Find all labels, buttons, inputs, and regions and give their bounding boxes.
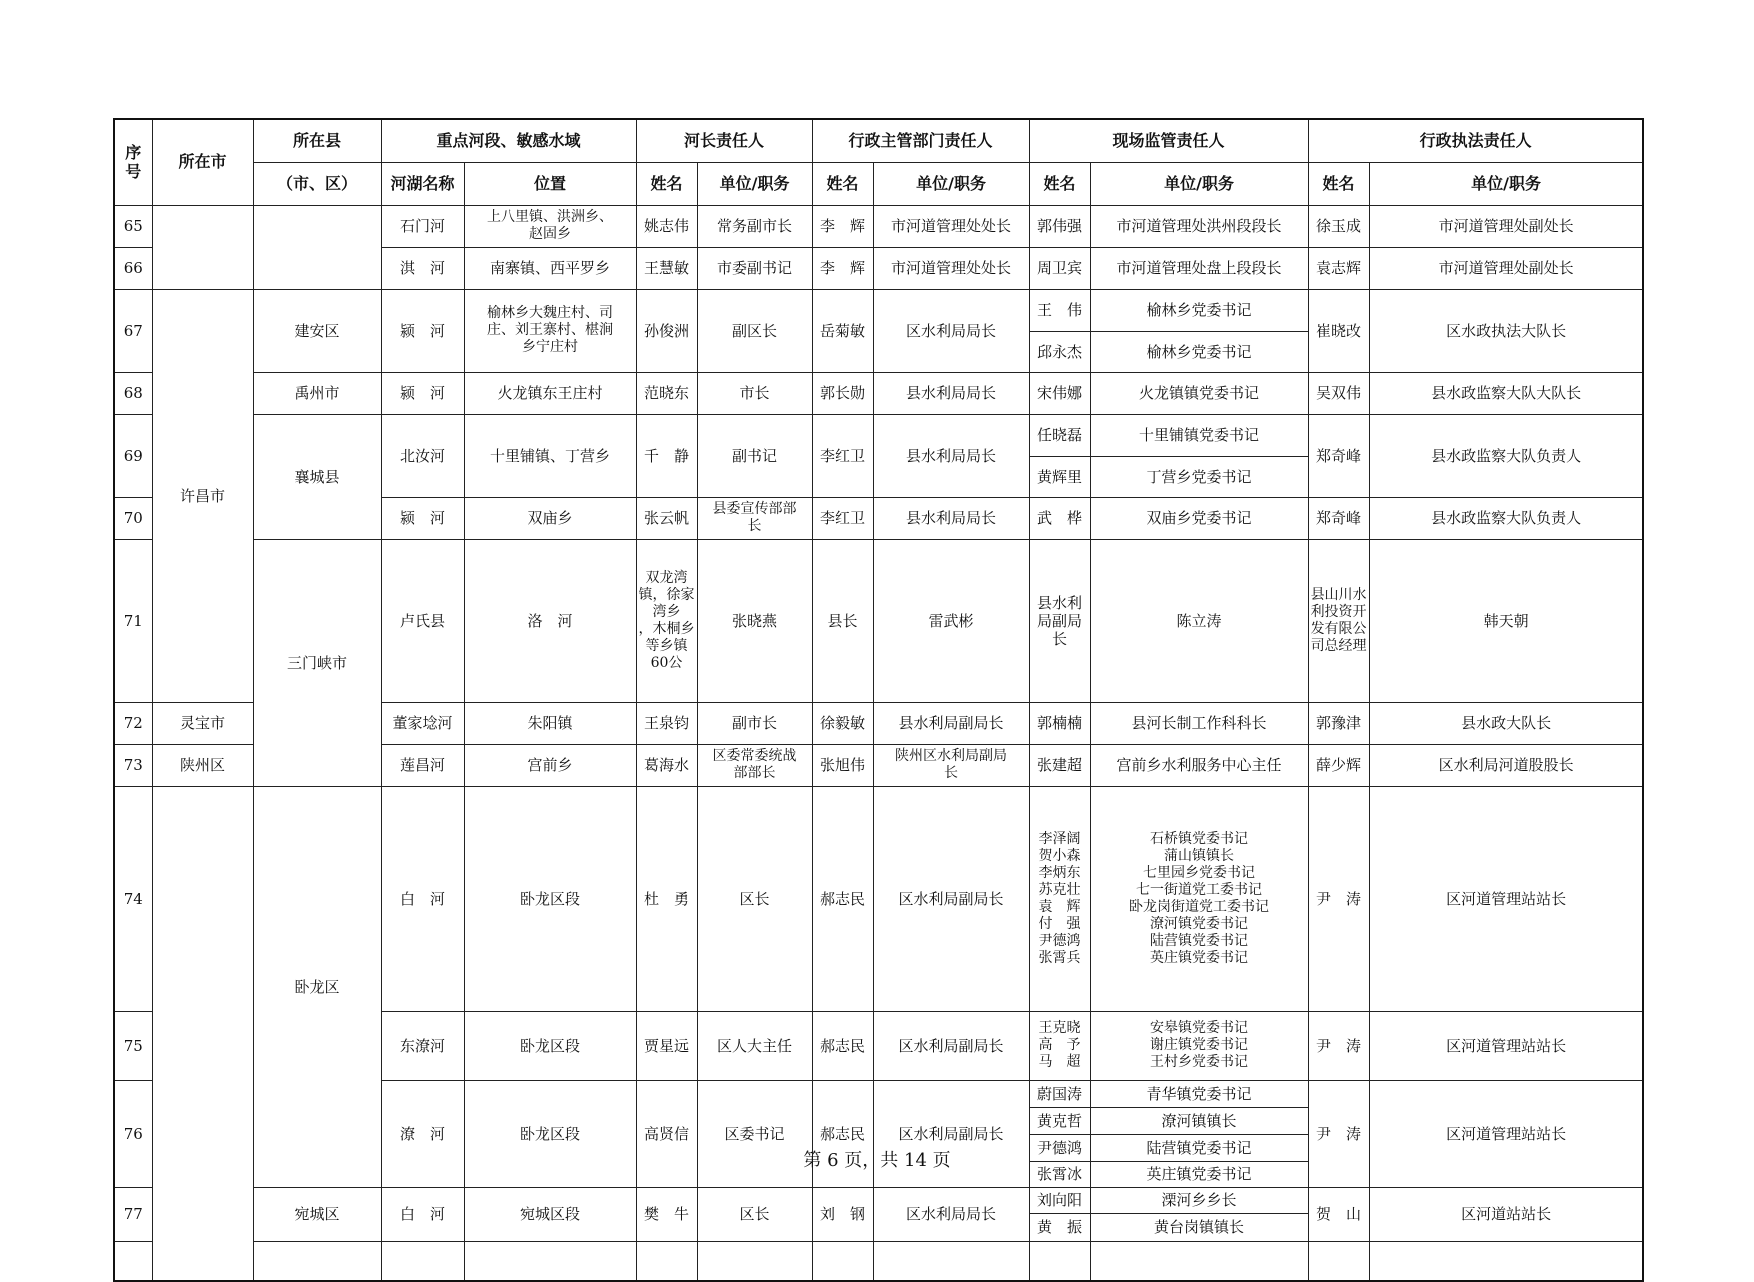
sup-unit: 县山川水利投资开发有限公 司总经理 <box>1308 539 1369 702</box>
header-county: 所在县 <box>253 119 381 162</box>
location: 卧龙区段 <box>464 786 636 1011</box>
enf-unit: 区水政执法大队长 <box>1369 289 1643 372</box>
county: 宛城区 <box>253 1187 381 1241</box>
chief-unit: 区长 <box>697 1187 812 1241</box>
county: 灵宝市 <box>152 702 253 744</box>
chief-name: 张晓燕 <box>697 539 812 702</box>
location: 南寨镇、西平罗乡 <box>464 247 636 289</box>
sup-name: 武 桦 <box>1029 497 1090 539</box>
chief-name: 王慧敏 <box>636 247 697 289</box>
enf-name: 尹 涛 <box>1308 1011 1369 1080</box>
river-name: 淇 河 <box>381 247 464 289</box>
admin-name: 郝志民 <box>812 786 873 1011</box>
county-cell-empty <box>253 205 381 289</box>
row-seq: 74 <box>114 786 152 1011</box>
chief-unit: 县长 <box>812 539 873 702</box>
table-row <box>114 289 1643 331</box>
row-seq: 66 <box>114 247 152 289</box>
admin-name: 郝志民 <box>812 1080 873 1187</box>
header-county-sub: （市、区） <box>253 162 381 205</box>
sup-unit: 丁营乡党委书记 <box>1090 456 1308 497</box>
header-chief-name: 姓名 <box>636 162 697 205</box>
header-sup-name: 姓名 <box>1029 162 1090 205</box>
sup-name: 任晓磊 <box>1029 414 1090 456</box>
admin-unit: 区水利局局长 <box>873 1187 1029 1241</box>
row-seq: 69 <box>114 414 152 497</box>
county: 建安区 <box>253 289 381 372</box>
chief-unit: 副书记 <box>697 414 812 497</box>
location: 双龙湾镇，徐家湾乡 ，木桐乡等乡镇60公 <box>636 539 697 702</box>
enf-unit: 县水政大队长 <box>1369 702 1643 744</box>
admin-name: 岳菊敏 <box>812 289 873 372</box>
header-seq: 序 号 <box>114 119 152 205</box>
sup-unit: 双庙乡党委书记 <box>1090 497 1308 539</box>
continued-cell <box>697 1241 812 1281</box>
admin-name: 李红卫 <box>812 497 873 539</box>
river-name: 北汝河 <box>381 414 464 497</box>
chief-name: 王泉钧 <box>636 702 697 744</box>
enf-unit: 区河道管理站站长 <box>1369 1011 1643 1080</box>
chief-unit: 区委常委统战 部部长 <box>697 744 812 786</box>
row-seq: 76 <box>114 1080 152 1187</box>
enf-unit: 区水利局河道股股长 <box>1369 744 1643 786</box>
sup-unit: 黄台岗镇镇长 <box>1090 1213 1308 1241</box>
header-enforce-group: 行政执法责任人 <box>1308 119 1643 162</box>
continued-cell <box>253 1241 381 1281</box>
admin-unit: 县水利局局长 <box>873 414 1029 497</box>
table-row <box>114 414 1643 456</box>
header-sup-unit: 单位/职务 <box>1090 162 1308 205</box>
enf-unit: 区河道站站长 <box>1369 1187 1643 1241</box>
header-admin-group: 行政主管部门责任人 <box>812 119 1029 162</box>
chief-unit: 副区长 <box>697 289 812 372</box>
page-footer: 第 6 页，共 14 页 <box>803 1150 951 1171</box>
table-row <box>114 786 1643 1011</box>
sup-unit: 溧河乡乡长 <box>1090 1187 1308 1213</box>
chief-name: 葛海水 <box>636 744 697 786</box>
admin-name: 李 辉 <box>812 247 873 289</box>
continued-cell <box>381 1241 464 1281</box>
chief-unit: 常务副市长 <box>697 205 812 247</box>
sup-unit: 市河道管理处盘上段段长 <box>1090 247 1308 289</box>
continued-cell <box>1369 1241 1643 1281</box>
table-row <box>114 372 1643 414</box>
row-seq: 71 <box>114 539 152 702</box>
continued-cell <box>1090 1241 1308 1281</box>
chief-unit: 县委宣传部部 长 <box>697 497 812 539</box>
city-cell-empty <box>152 205 253 289</box>
header-admin-name: 姓名 <box>812 162 873 205</box>
continued-cell <box>464 1241 636 1281</box>
header-river-chief-group: 河长责任人 <box>636 119 812 162</box>
admin-unit: 市河道管理处处长 <box>873 205 1029 247</box>
chief-name: 姚志伟 <box>636 205 697 247</box>
enf-name: 贺 山 <box>1308 1187 1369 1241</box>
location: 榆林乡大魏庄村、司 庄、刘王寨村、椹涧 乡宁庄村 <box>464 289 636 372</box>
header-supervise-group: 现场监管责任人 <box>1029 119 1308 162</box>
city-sanmenxia: 三门峡市 <box>253 539 381 786</box>
county: 陕州区 <box>152 744 253 786</box>
river-name: 莲昌河 <box>381 744 464 786</box>
enf-name: 郭豫津 <box>1308 702 1369 744</box>
admin-unit: 县水利局局长 <box>873 372 1029 414</box>
sup-unit: 榆林乡党委书记 <box>1090 331 1308 372</box>
sup-unit-list: 安皋镇党委书记 谢庄镇党委书记 王村乡党委书记 <box>1090 1011 1308 1080</box>
chief-unit: 区委书记 <box>697 1080 812 1187</box>
row-seq: 72 <box>114 702 152 744</box>
sup-name: 刘向阳 <box>1029 1187 1090 1213</box>
river-name: 颍 河 <box>381 497 464 539</box>
enf-name: 袁志辉 <box>1308 247 1369 289</box>
enf-unit: 县水政监察大队大队长 <box>1369 372 1643 414</box>
table-row-continued <box>114 1241 1643 1281</box>
location: 宫前乡 <box>464 744 636 786</box>
row-seq: 70 <box>114 497 152 539</box>
river-name: 东潦河 <box>381 1011 464 1080</box>
sup-unit: 十里铺镇党委书记 <box>1090 414 1308 456</box>
chief-name: 千 静 <box>636 414 697 497</box>
river-name: 白 河 <box>381 786 464 1011</box>
location: 双庙乡 <box>464 497 636 539</box>
sup-unit: 榆林乡党委书记 <box>1090 289 1308 331</box>
river-name: 潦 河 <box>381 1080 464 1187</box>
sup-unit: 英庄镇党委书记 <box>1090 1161 1308 1187</box>
row-seq: 65 <box>114 205 152 247</box>
sup-name-list: 李泽阔 贺小森 李炳东 苏克壮 袁 辉 付 强 尹德鸿 张霄兵 <box>1029 786 1090 1011</box>
table-row <box>114 1187 1643 1213</box>
header-river-group: 重点河段、敏感水域 <box>381 119 636 162</box>
chief-name: 范晓东 <box>636 372 697 414</box>
continued-cell <box>636 1241 697 1281</box>
admin-unit: 县水利局副局长 <box>1029 539 1090 702</box>
location: 卧龙区段 <box>464 1080 636 1187</box>
admin-unit: 区水利局局长 <box>873 289 1029 372</box>
header-river-name: 河湖名称 <box>381 162 464 205</box>
admin-name: 李红卫 <box>812 414 873 497</box>
header-row-2 <box>114 162 1643 205</box>
sup-name: 黄 振 <box>1029 1213 1090 1241</box>
river-name: 石门河 <box>381 205 464 247</box>
header-enf-unit: 单位/职务 <box>1369 162 1643 205</box>
enf-name: 尹 涛 <box>1308 786 1369 1011</box>
city-cell-empty <box>152 786 253 1281</box>
sup-name: 黄辉里 <box>1029 456 1090 497</box>
continued-cell <box>1029 1241 1090 1281</box>
responsibility-table <box>113 118 1644 1282</box>
chief-name: 贾星远 <box>636 1011 697 1080</box>
sup-name: 宋伟娜 <box>1029 372 1090 414</box>
enf-name: 郑奇峰 <box>1308 414 1369 497</box>
admin-name: 雷武彬 <box>873 539 1029 702</box>
sup-unit: 火龙镇镇党委书记 <box>1090 372 1308 414</box>
continued-cell <box>114 1241 152 1281</box>
enf-name: 郑奇峰 <box>1308 497 1369 539</box>
header-chief-unit: 单位/职务 <box>697 162 812 205</box>
header-enf-name: 姓名 <box>1308 162 1369 205</box>
header-admin-unit: 单位/职务 <box>873 162 1029 205</box>
enf-name: 韩天朝 <box>1369 539 1643 702</box>
admin-unit: 区水利局副局长 <box>873 1080 1029 1187</box>
chief-unit: 副市长 <box>697 702 812 744</box>
continued-cell <box>812 1241 873 1281</box>
sup-unit: 宫前乡水利服务中心主任 <box>1090 744 1308 786</box>
sup-name: 尹德鸿 <box>1029 1134 1090 1161</box>
admin-unit: 市河道管理处处长 <box>873 247 1029 289</box>
header-city: 所在市 <box>152 119 253 205</box>
table-row <box>114 205 1643 247</box>
location: 卧龙区段 <box>464 1011 636 1080</box>
admin-name: 徐毅敏 <box>812 702 873 744</box>
sup-name: 周卫宾 <box>1029 247 1090 289</box>
sup-name: 张霄冰 <box>1029 1161 1090 1187</box>
admin-name: 李 辉 <box>812 205 873 247</box>
sup-name: 张建超 <box>1029 744 1090 786</box>
chief-name: 高贤信 <box>636 1080 697 1187</box>
enf-name: 崔晓改 <box>1308 289 1369 372</box>
chief-unit: 区长 <box>697 786 812 1011</box>
sup-unit-list: 石桥镇党委书记 蒲山镇镇长 七里园乡党委书记 七一街道党工委书记 卧龙岗街道党工委书记 潦河镇党委书记 陆营镇党委书记 英庄镇党委书记 <box>1090 786 1308 1011</box>
admin-name: 郭长勋 <box>812 372 873 414</box>
row-seq: 68 <box>114 372 152 414</box>
chief-unit: 市长 <box>697 372 812 414</box>
sup-unit: 潦河镇镇长 <box>1090 1107 1308 1134</box>
sup-name: 黄克哲 <box>1029 1107 1090 1134</box>
sup-name: 郭楠楠 <box>1029 702 1090 744</box>
sup-name: 邱永杰 <box>1029 331 1090 372</box>
chief-unit: 区人大主任 <box>697 1011 812 1080</box>
chief-name: 孙俊洲 <box>636 289 697 372</box>
river-name: 颍 河 <box>381 372 464 414</box>
location: 朱阳镇 <box>464 702 636 744</box>
enf-unit: 市河道管理处副处长 <box>1369 247 1643 289</box>
admin-unit: 区水利局副局长 <box>873 786 1029 1011</box>
admin-name: 刘 钢 <box>812 1187 873 1241</box>
admin-unit: 区水利局副局长 <box>873 1011 1029 1080</box>
row-seq: 73 <box>114 744 152 786</box>
river-name: 颍 河 <box>381 289 464 372</box>
chief-name: 张云帆 <box>636 497 697 539</box>
sup-unit: 市河道管理处洪州段段长 <box>1090 205 1308 247</box>
enf-name: 尹 涛 <box>1308 1080 1369 1187</box>
row-seq: 75 <box>114 1011 152 1080</box>
enf-unit: 县水政监察大队负责人 <box>1369 414 1643 497</box>
river-name: 白 河 <box>381 1187 464 1241</box>
county: 襄城县 <box>253 414 381 539</box>
header-row-1 <box>114 119 1643 162</box>
admin-name: 郝志民 <box>812 1011 873 1080</box>
continued-cell <box>873 1241 1029 1281</box>
sup-name: 陈立涛 <box>1090 539 1308 702</box>
continued-cell <box>1308 1241 1369 1281</box>
header-location: 位置 <box>464 162 636 205</box>
chief-name: 杜 勇 <box>636 786 697 1011</box>
sup-name-list: 王克晓 高 予 马 超 <box>1029 1011 1090 1080</box>
location: 宛城区段 <box>464 1187 636 1241</box>
location: 火龙镇东王庄村 <box>464 372 636 414</box>
chief-name: 樊 牛 <box>636 1187 697 1241</box>
enf-name: 薛少辉 <box>1308 744 1369 786</box>
sup-unit: 陆营镇党委书记 <box>1090 1134 1308 1161</box>
location: 上八里镇、洪洲乡、 赵固乡 <box>464 205 636 247</box>
sup-name: 郭伟强 <box>1029 205 1090 247</box>
sup-unit: 县河长制工作科科长 <box>1090 702 1308 744</box>
chief-unit: 市委副书记 <box>697 247 812 289</box>
enf-unit: 区河道管理站站长 <box>1369 786 1643 1011</box>
row-seq: 67 <box>114 289 152 372</box>
county: 卢氏县 <box>381 539 464 702</box>
admin-unit: 陕州区水利局副局 长 <box>873 744 1029 786</box>
enf-name: 吴双伟 <box>1308 372 1369 414</box>
table-row <box>114 539 1643 702</box>
city-xuchang: 许昌市 <box>152 289 253 702</box>
admin-unit: 县水利局副局长 <box>873 702 1029 744</box>
admin-name: 张旭伟 <box>812 744 873 786</box>
county: 卧龙区 <box>253 786 381 1187</box>
location: 十里铺镇、丁营乡 <box>464 414 636 497</box>
sup-unit: 青华镇党委书记 <box>1090 1080 1308 1107</box>
enf-name: 徐玉成 <box>1308 205 1369 247</box>
enf-unit: 区河道管理站站长 <box>1369 1080 1643 1187</box>
enf-unit: 县水政监察大队负责人 <box>1369 497 1643 539</box>
admin-unit: 县水利局局长 <box>873 497 1029 539</box>
river-name: 董家埝河 <box>381 702 464 744</box>
county: 禹州市 <box>253 372 381 414</box>
river-name: 洛 河 <box>464 539 636 702</box>
sup-name: 王 伟 <box>1029 289 1090 331</box>
sup-name: 蔚国涛 <box>1029 1080 1090 1107</box>
row-seq: 77 <box>114 1187 152 1241</box>
enf-unit: 市河道管理处副处长 <box>1369 205 1643 247</box>
